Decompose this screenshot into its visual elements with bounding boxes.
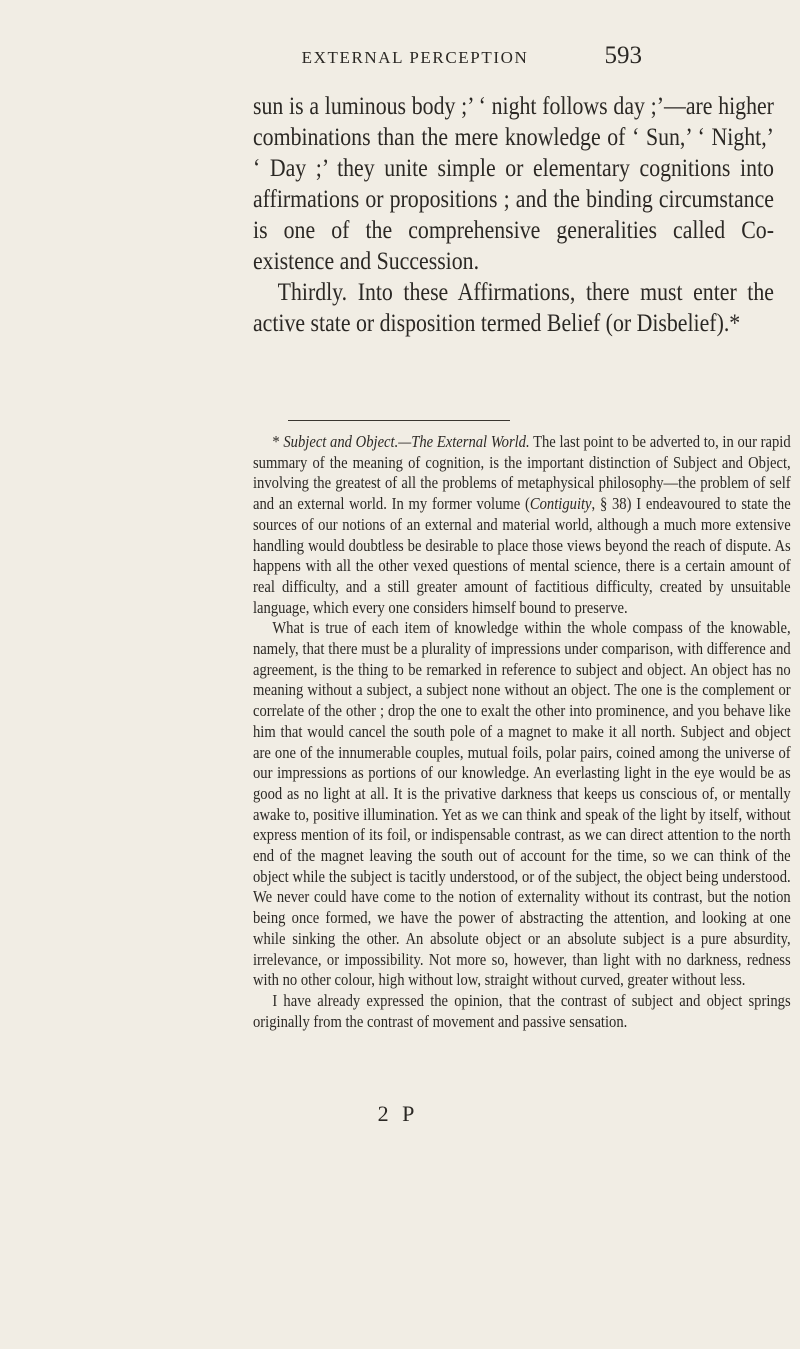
footnote-paragraph [253, 432, 791, 618]
footnote [253, 432, 791, 1032]
footnote-reference: Contiguity [529, 494, 592, 514]
paragraph: sun is a luminous body ;’ ‘ night follows day ;’—are higher combinations than the mere knowledge of ‘ Sun,’ ‘ Night,’ ‘ Day ;’ they unite simple or elementary cognitions into affirmations or propositions ; and the binding circumstance is one of the comprehensive generalities called Co-existence and Succession. [253, 93, 774, 275]
footnote-marker: * [272, 432, 280, 451]
page-header [0, 42, 800, 72]
footnote-paragraph: What is true of each item of knowledge within the whole compass of the knowable, namely, that there must be a plurality of impressions under comparison, with difference and agreement, is the thing to be remarked in reference to subject and object. An object has no meaning without a subject, a subject none without an object. The one is the complement or correlate of the other ; drop the one to exalt the other into prominence, and you behave like him that would cancel the south pole of a magnet to make it all north. Subject and object are one of the innumerable couples, mutual foils, polar pairs, coined among the universe of our impressions as portions of our knowledge. An everlasting light in the eye would be as good as no light at all. It is the privative darkness that keeps us conscious of, or mentally awake to, positive illumination. Yet as we can think and speak of the light by itself, without express mention of its foil, or indispensable contrast, as we can direct attention to the north end of the magnet leaving the south out of account for the time, so we can think of the object while the subject is tacitly understood, or of the subject, the object being understood. We never could have come to the notion of externality without its contrast, but the notion being once formed, we have the power of abstracting the attention, and looking at one while sinking the other. An absolute object or an absolute subject is a pure absurdity, irrelevance, or impossibility. Not more so, however, than light with no darkness, redness with no other colour, high without low, straight without curved, greater without less. [253, 618, 791, 990]
footnote-paragraph: I have already expressed the opinion, that the contrast of subject and object springs originally from the contrast of movement and passive sensation. [253, 990, 791, 1031]
page-number: 593 [604, 42, 642, 69]
footnote-text: The last point to be adverted to, in our rapid summary of the meaning of cognition, is the important distinction of Subject and Object, involving the greatest of all the problems of metaphysical philosophy—the problem of self and an external world. In my former volume ( [253, 432, 791, 514]
main-text [253, 91, 774, 339]
footnote-title: Subject and Object.—The External World. [283, 432, 530, 451]
footnote-text: , § 38) I endeavoured to state the sources of our notions of an external and material world, although a much more extensive handling would doubtless be desirable to place those views beyond the reach of dispute. As happens with all the other vexed questions of mental science, there is a certain amount of real difficulty, and a still greater amount of factitious difficulty, created by unsuitable language, which every one considers himself bound to preserve. [253, 494, 791, 617]
paragraph: Thirdly. Into these Affirmations, there must enter the active state or disposition termed Belief (or Disbelief).* [253, 279, 774, 337]
running-head: EXTERNAL PERCEPTION [301, 48, 529, 67]
signature-mark: 2 P [377, 1101, 419, 1126]
footnote-divider [288, 420, 510, 421]
